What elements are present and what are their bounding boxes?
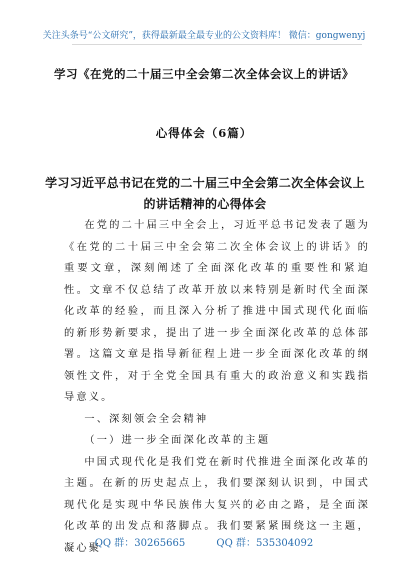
footer-qq-group-2: QQ 群：535304092 [216, 538, 314, 549]
outline-heading-level-1: 一、深刻领会全会精神 [84, 413, 209, 425]
document-title: 学习《在党的二十届三中全会第二次全体会议上的讲话》 [54, 67, 354, 81]
document-subtitle: 心得体会（6篇） [155, 126, 253, 140]
section-heading: 学习习近平总书记在党的二十届三中全会第二次全体会议上的讲话精神的心得体会 [45, 176, 365, 211]
outline-heading-level-2: （一）进一步全面深化改革的主题 [84, 435, 271, 446]
paragraph-intro: 在党的二十届三中全会上，习近平总书记发表了题为《在党的二十届三中全会第二次全体会议上的讲话》的重要文章，深刻阐述了全面深化改革的重要性和紧迫性。文章不仅总结了改革开放以来特别是新时代全面深化改革的经验，而且深入分析了推进中国式现代化面临的新形势新要求，提出了进一步全面深化改革的总体部署。这篇文章是指导新征程上进一步全面深化改革的纲领性文件，对于全党全国具有重大的政治意义和实践指导意义。 [64, 220, 370, 403]
paragraph-theme: 中国式现代化是我们党在新时代推进全面深化改革的主题。在新的历史起点上，我们要深刻认识到，中国式现代化是实现中华民族伟大复兴的必由之路，是全面深化改革的出发点和落脚点。我们要紧紧围绕这一主题，凝心聚 [64, 456, 370, 554]
document-body [64, 215, 370, 559]
footer-qq-group-1: QQ 群：30265665 [94, 538, 186, 549]
header-banner: 关注头条号“公文研究”，获得最新最全最专业的公文资料库！ 微信：gongwenyj [42, 31, 366, 41]
footer-contact [20, 534, 388, 549]
header-divider [72, 44, 362, 45]
